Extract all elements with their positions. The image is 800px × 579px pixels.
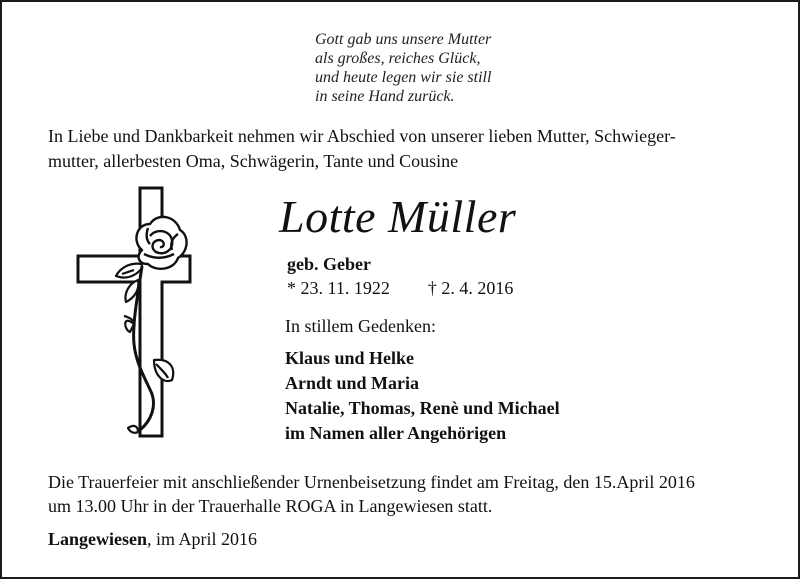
funeral-line: um 13.00 Uhr in der Trauerhalle ROGA in Langewiesen statt. [48, 496, 493, 516]
cross-with-rose-icon [72, 184, 192, 447]
funeral-line: Die Trauerfeier mit anschließender Urnenbeisetzung findet am Freitag, den 15.April 2016 [48, 472, 695, 492]
farewell-intro [48, 124, 768, 174]
poem-line: in seine Hand zurück. [315, 88, 455, 105]
life-dates [287, 278, 513, 299]
mourner-line: im Namen aller Angehörigen [285, 423, 507, 443]
poem-line: und heute legen wir sie still [315, 69, 492, 86]
mourner-line: Natalie, Thomas, Renè und Michael [285, 398, 560, 418]
mourner-line: Klaus und Helke [285, 348, 415, 368]
poem-line: Gott gab uns unsere Mutter [315, 31, 492, 48]
death-date: † 2. 4. 2016 [427, 278, 514, 298]
birth-name: geb. Geber [287, 254, 371, 274]
mourner-line: Arndt und Maria [285, 373, 420, 393]
mourners-list [285, 346, 560, 446]
deceased-name: Lotte Müller [279, 191, 517, 242]
poem-line: als großes, reiches Glück, [315, 50, 481, 67]
remembrance-heading: In stillem Gedenken: [285, 316, 436, 336]
place-name: Langewiesen [48, 529, 147, 549]
birth-date: * 23. 11. 1922 [287, 278, 390, 298]
intro-line: In Liebe und Dankbarkeit nehmen wir Abschied von unserer lieben Mutter, Schwieger- [48, 126, 676, 146]
intro-line: mutter, allerbesten Oma, Schwägerin, Tante und Cousine [48, 151, 459, 171]
funeral-announcement [48, 470, 768, 518]
closing-date: , im April 2016 [147, 529, 258, 549]
memorial-poem [315, 30, 491, 106]
place-and-date [48, 529, 257, 550]
